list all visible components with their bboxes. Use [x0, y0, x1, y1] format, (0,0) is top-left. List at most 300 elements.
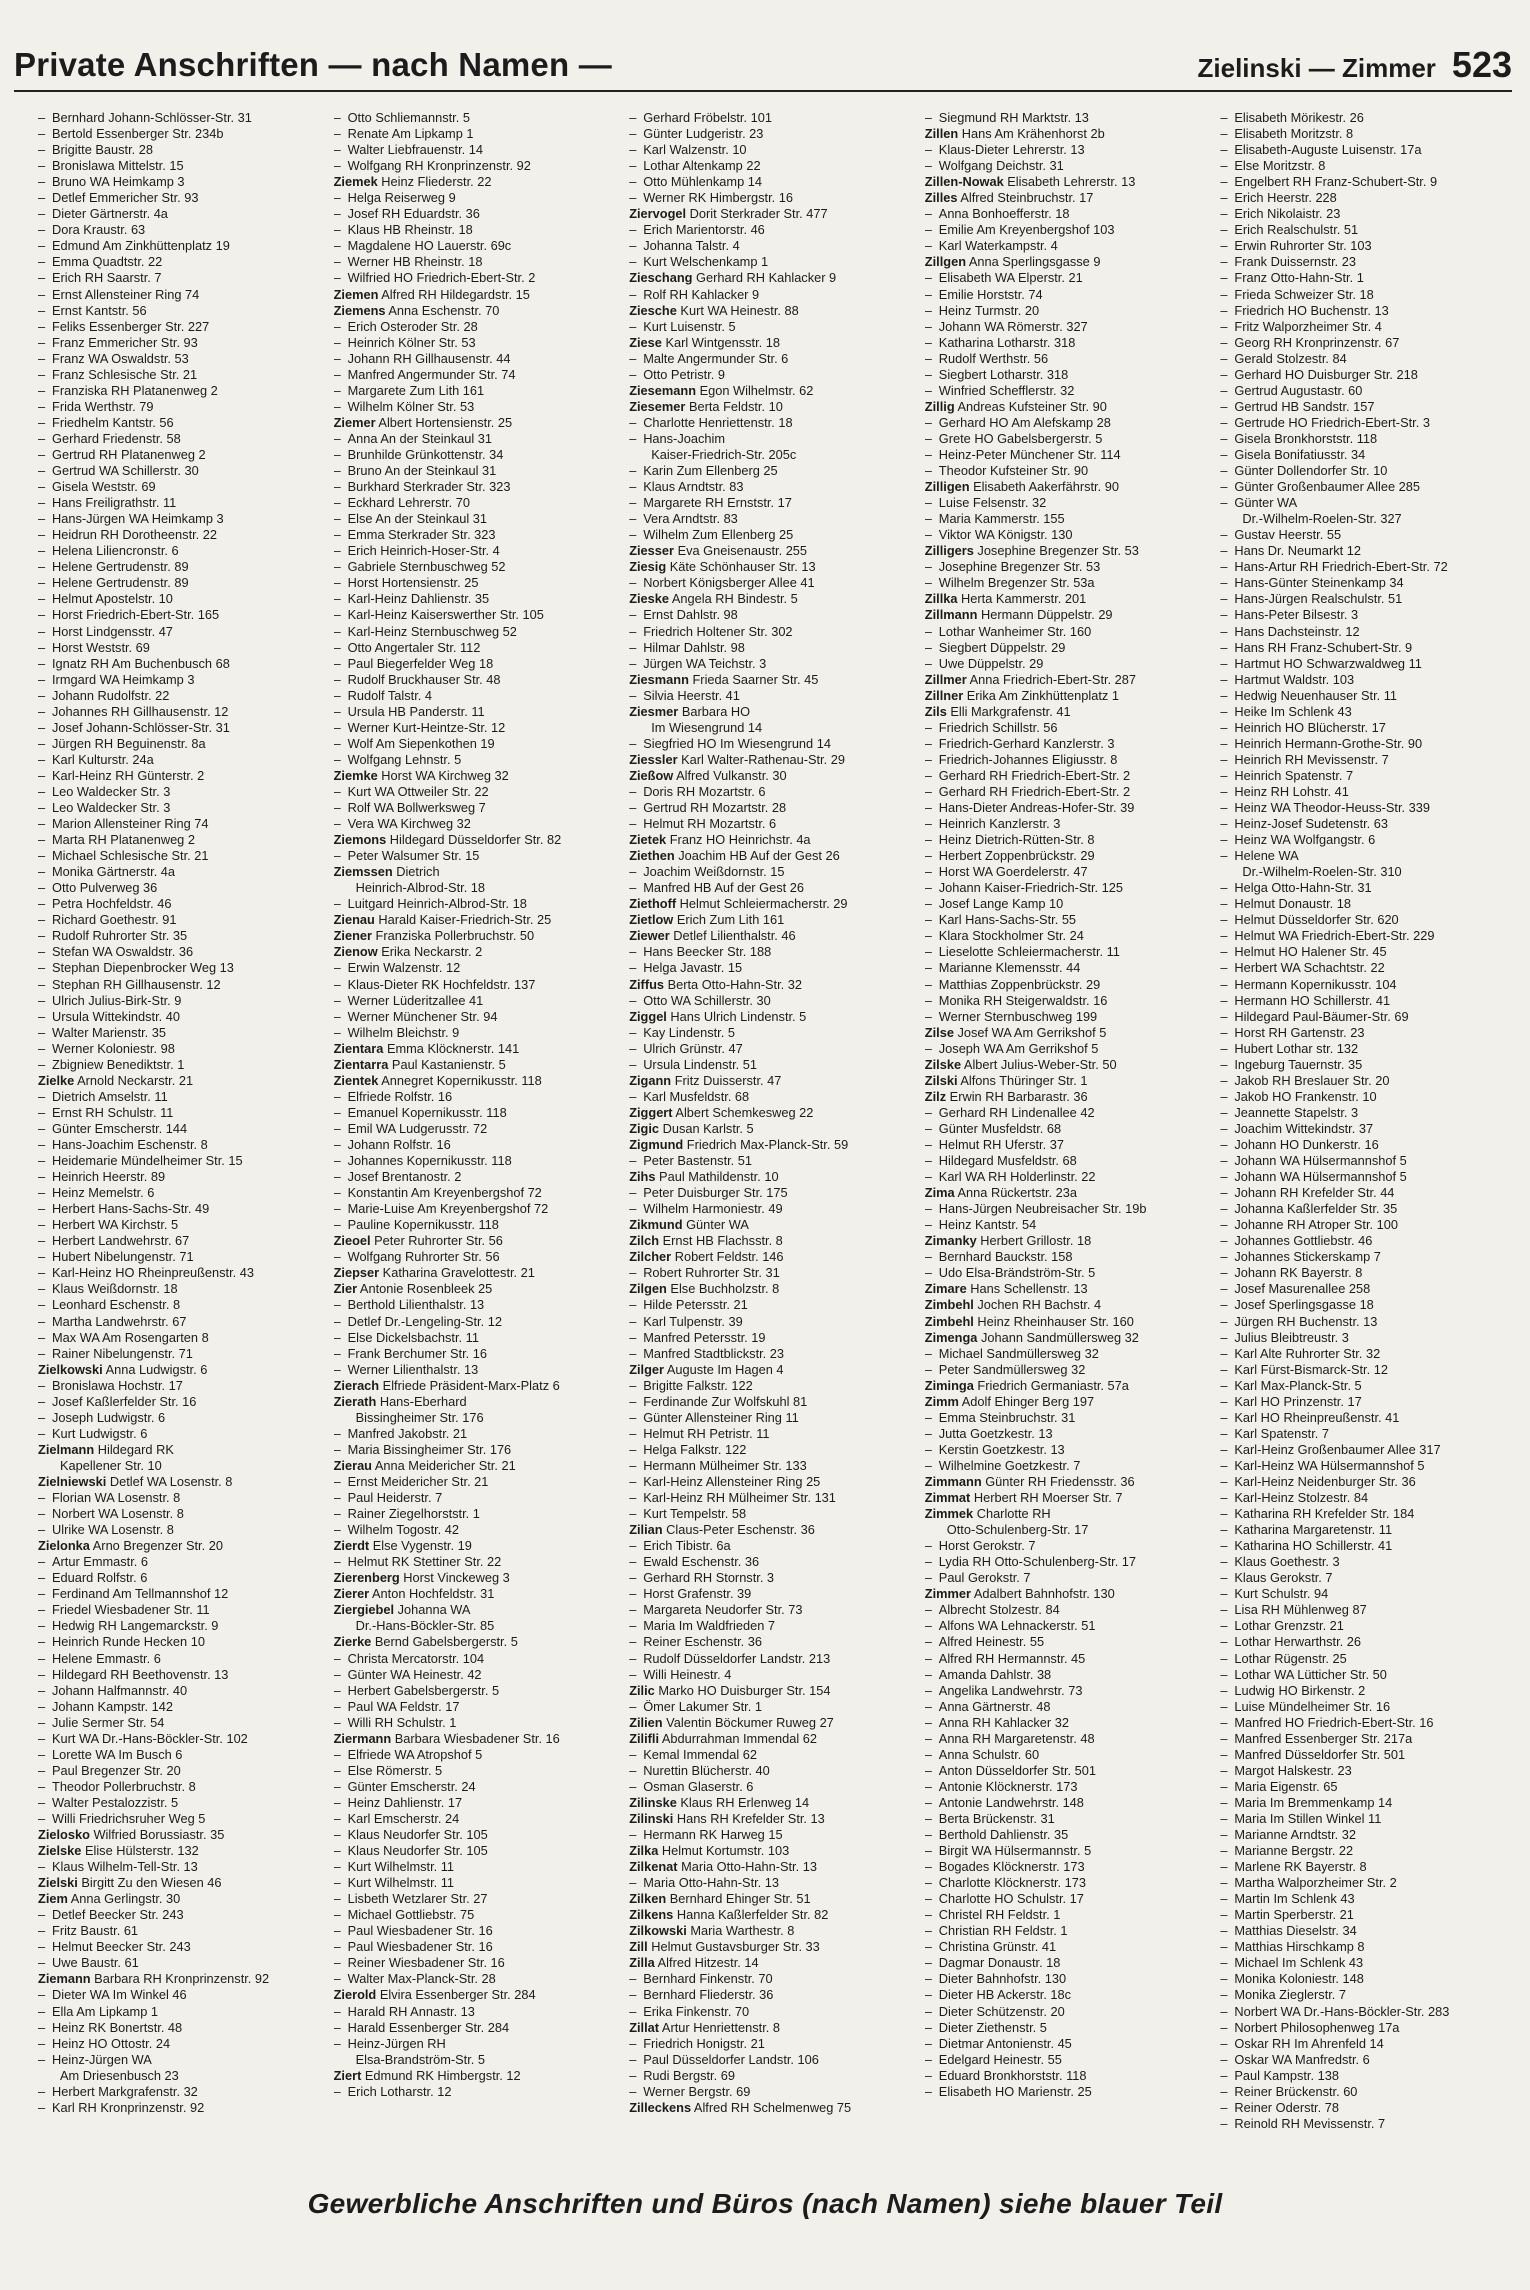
directory-entry: – Kurt Tempelstr. 58 [629, 1506, 747, 1522]
directory-entry: – Dieter HB Ackerstr. 18c [924, 1987, 1072, 2003]
directory-entry: – Jeannette Stapelstr. 3 [1220, 1104, 1359, 1120]
directory-entry: – Norbert Philosophenweg 17a [1220, 2019, 1400, 2035]
directory-entry: – Margarete RH Ernststr. 17 [629, 495, 792, 511]
directory-entry: – Michael Schlesische Str. 21 [38, 848, 209, 864]
directory-entry: – Bruno WA Heimkamp 3 [38, 174, 185, 190]
directory-entry: – Heinz-Josef Sudetenstr. 63 [1220, 816, 1389, 832]
directory-entry: – Hubert Lothar str. 132 [1220, 1040, 1359, 1056]
directory-entry: – Emma Steinbruchstr. 31 [924, 1409, 1076, 1425]
directory-entry: Dr.-Hans-Böckler-Str. 85 [355, 1618, 495, 1634]
directory-entry: – Hans-Jürgen WA Heimkamp 3 [38, 511, 224, 527]
directory-entry: – Hildegard RH Beethovenstr. 13 [38, 1666, 229, 1682]
directory-entry: – Birgit WA Hülsermannstr. 5 [924, 1843, 1092, 1859]
running-head: Zielinski — Zimmer [1197, 53, 1436, 83]
directory-entry: – Wilhelm Harmoniestr. 49 [629, 1201, 783, 1217]
directory-entry: – Günter WA [1220, 495, 1298, 511]
directory-entry: Zientarra Paul Kastanienstr. 5 [333, 1056, 506, 1072]
directory-entry: – Pauline Kopernikusstr. 118 [333, 1217, 499, 1233]
directory-entry: – Johannes Gottliebstr. 46 [1220, 1233, 1373, 1249]
directory-entry: – Horst Weststr. 69 [38, 639, 150, 655]
directory-entry: Zimbehl Jochen RH Bachstr. 4 [924, 1297, 1102, 1313]
directory-entry: – Else Moritzstr. 8 [1220, 158, 1326, 174]
directory-entry: – Heinrich Kölner Str. 53 [333, 334, 476, 350]
header-right [1198, 44, 1512, 86]
directory-entry: – Hartmut Waldstr. 103 [1220, 671, 1355, 687]
directory-entry: – Charlotte Henriettenstr. 18 [629, 414, 793, 430]
directory-entry: – Engelbert RH Franz-Schubert-Str. 9 [1220, 174, 1438, 190]
directory-entry: Zils Elli Markgrafenstr. 41 [924, 703, 1071, 719]
directory-entry: – Manfred Stadtblickstr. 23 [629, 1345, 785, 1361]
directory-entry: – Hans-Peter Bilsestr. 3 [1220, 607, 1359, 623]
directory-entry: – Joseph Ludwigstr. 6 [38, 1409, 166, 1425]
directory-entry: – Detlef Beecker Str. 243 [38, 1907, 184, 1923]
directory-entry: – Eduard Bronkhorststr. 118 [924, 2067, 1087, 2083]
directory-entry: – Stephan RH Gillhausenstr. 12 [38, 976, 221, 992]
directory-entry: – Hartmut HO Schwarzwaldweg 11 [1220, 655, 1422, 671]
directory-entry: – Anton Düsseldorfer Str. 501 [924, 1762, 1096, 1778]
directory-entry: – Ernst Kantstr. 56 [38, 302, 147, 318]
directory-entry: – Eduard Rolfstr. 6 [38, 1570, 148, 1586]
directory-entry: – Norbert WA Losenstr. 8 [38, 1506, 184, 1522]
directory-entry: Zilleckens Alfred RH Schelmenweg 75 [629, 2099, 852, 2115]
directory-entry: Ziert Edmund RK Himbergstr. 12 [333, 2067, 521, 2083]
directory-entry: – Helmut RH Petristr. 11 [629, 1425, 770, 1441]
directory-entry: – Frieda Schweizer Str. 18 [1220, 286, 1374, 302]
directory-entry: – Kurt WA Ottweiler Str. 22 [333, 783, 489, 799]
directory-entry: Zilkowski Maria Warthestr. 8 [629, 1923, 795, 1939]
directory-entry: – Heinz-Peter Münchener Str. 114 [924, 446, 1121, 462]
directory-entry: – Willi Heinestr. 4 [629, 1666, 732, 1682]
directory-entry: – Gerhard RH Stornstr. 3 [629, 1570, 775, 1586]
directory-entry: – Maria Im Bremmenkamp 14 [1220, 1794, 1393, 1810]
directory-entry: Zilkenat Maria Otto-Hahn-Str. 13 [629, 1859, 817, 1875]
directory-entry: – Erich Marientorstr. 46 [629, 222, 765, 238]
directory-entry: – Dagmar Donaustr. 18 [924, 1955, 1061, 1971]
directory-entry: – Hildegard Paul-Bäumer-Str. 69 [1220, 1008, 1409, 1024]
directory-entry: – Stefan WA Oswaldstr. 36 [38, 944, 194, 960]
directory-entry: – Gertrud RH Platanenweg 2 [38, 446, 206, 462]
directory-entry: Zielonka Arno Bregenzer Str. 20 [38, 1538, 223, 1554]
directory-entry: – Georg RH Kronprinzenstr. 67 [1220, 334, 1400, 350]
directory-entry: Zimenga Johann Sandmüllersweg 32 [924, 1329, 1139, 1345]
directory-entry: – Karl Alte Ruhrorter Str. 32 [1220, 1345, 1381, 1361]
directory-entry: – Gerhard RH Lindenallee 42 [924, 1104, 1095, 1120]
directory-entry: – Hans-Dieter Andreas-Hofer-Str. 39 [924, 800, 1135, 816]
directory-entry: – Karl WA RH Holderlinstr. 22 [924, 1169, 1096, 1185]
directory-entry: Zielosko Wilfried Borussiastr. 35 [38, 1827, 225, 1843]
directory-entry: – Rolf WA Bollwerksweg 7 [333, 800, 486, 816]
directory-entry: – Zbigniew Benediktstr. 1 [38, 1056, 185, 1072]
directory-entry: – Otto Petristr. 9 [629, 366, 725, 382]
directory-entry: – Hermann Mülheimer Str. 133 [629, 1457, 807, 1473]
directory-entry: – Fritz Baustr. 61 [38, 1923, 139, 1939]
directory-entry: – Günter Allensteiner Ring 11 [629, 1409, 799, 1425]
directory-entry: Zigic Dusan Karlstr. 5 [629, 1120, 754, 1136]
directory-entry: – Heinz WA Wolfgangstr. 6 [1220, 832, 1376, 848]
directory-entry: – Bruno An der Steinkaul 31 [333, 463, 497, 479]
directory-entry: Zilken Bernhard Ehinger Str. 51 [629, 1891, 811, 1907]
directory-entry: – Wolfgang RH Kronprinzenstr. 92 [333, 158, 531, 174]
directory-entry: – Helga Falkstr. 122 [629, 1441, 747, 1457]
directory-entry: – Max WA Am Rosengarten 8 [38, 1329, 209, 1345]
directory-entry: – Maria Im Stillen Winkel 11 [1220, 1810, 1382, 1826]
directory-entry: – Kurt WA Dr.-Hans-Böckler-Str. 102 [38, 1730, 248, 1746]
directory-entry: – Jürgen RH Buchenstr. 13 [1220, 1313, 1378, 1329]
directory-entry: – Wolfgang Deichstr. 31 [924, 158, 1064, 174]
directory-entry: Zimmek Charlotte RH [924, 1506, 1051, 1522]
directory-entry: – Helga Javastr. 15 [629, 960, 743, 976]
directory-entry: – Ursula HB Panderstr. 11 [333, 703, 485, 719]
directory-entry: – Otto Pulverweg 36 [38, 880, 158, 896]
directory-entry: – Rudolf Ruhrorter Str. 35 [38, 928, 188, 944]
directory-entry: – Detlef Emmericher Str. 93 [38, 190, 199, 206]
directory-entry: – Manfred Düsseldorfer Str. 501 [1220, 1746, 1406, 1762]
directory-entry: – Heinrich Runde Hecken 10 [38, 1634, 205, 1650]
directory-entry: – Klaus Gerokstr. 7 [1220, 1570, 1333, 1586]
directory-entry: – Ursula Wittekindstr. 40 [38, 1008, 181, 1024]
directory-entry: – Feliks Essenberger Str. 227 [38, 318, 210, 334]
directory-entry: – Hans Freiligrathstr. 11 [38, 495, 177, 511]
directory-entry: – Franz Otto-Hahn-Str. 1 [1220, 270, 1364, 286]
directory-entry: – Antonie Landwehrstr. 148 [924, 1794, 1084, 1810]
directory-entry: – Michael Im Schlenk 43 [1220, 1955, 1364, 1971]
directory-entry: – Martin Sperberstr. 21 [1220, 1907, 1354, 1923]
directory-entry: – Erich Tibistr. 6a [629, 1538, 731, 1554]
directory-entry: – Erich Nikolaistr. 23 [1220, 206, 1341, 222]
directory-entry: Zilligers Josephine Bregenzer Str. 53 [924, 543, 1139, 559]
directory-entry: – Friedrich-Gerhard Kanzlerstr. 3 [924, 735, 1115, 751]
directory-entry: – Elfriede WA Atropshof 5 [333, 1746, 483, 1762]
directory-entry: – Burkhard Sterkrader Str. 323 [333, 479, 511, 495]
directory-entry: – Rudolf Talstr. 4 [333, 687, 433, 703]
directory-entry: – Dietrich Amselstr. 11 [38, 1088, 168, 1104]
directory-entry: – Katharina HO Schillerstr. 41 [1220, 1538, 1393, 1554]
directory-entry: – Brigitte Baustr. 28 [38, 142, 154, 158]
directory-entry: – Monika Gärtnerstr. 4a [38, 864, 176, 880]
directory-entry: – Ulrike WA Losenstr. 8 [38, 1522, 174, 1538]
directory-entry: – Franziska RH Platanenweg 2 [38, 382, 218, 398]
directory-entry: Ziemke Horst WA Kirchweg 32 [333, 767, 509, 783]
directory-entry: – Wolf Am Siepenkothen 19 [333, 735, 495, 751]
directory-entry: Zieske Angela RH Bindestr. 5 [629, 591, 798, 607]
directory-entry: – Heinrich RH Mevissenstr. 7 [1220, 751, 1389, 767]
directory-entry: – Gerhard HO Am Alefskamp 28 [924, 414, 1111, 430]
directory-entry: – Elfriede Rolfstr. 16 [333, 1088, 453, 1104]
directory-entry: Zilse Josef WA Am Gerrikshof 5 [924, 1024, 1107, 1040]
directory-entry: Ziemssen Dietrich [333, 864, 440, 880]
directory-entry: – Klaus Neudorfer Str. 105 [333, 1843, 488, 1859]
directory-entry: Ziesser Eva Gneisenaustr. 255 [629, 543, 808, 559]
directory-entry: – Reiner Wiesbadener Str. 16 [333, 1955, 505, 1971]
directory-entry: – Rudolf Werthstr. 56 [924, 350, 1049, 366]
directory-entry: – Hilde Petersstr. 21 [629, 1297, 748, 1313]
directory-entry: – Paul Gerokstr. 7 [924, 1570, 1031, 1586]
directory-entry: Zielske Elise Hülsterstr. 132 [38, 1843, 199, 1859]
directory-entry: – Klara Stockholmer Str. 24 [924, 928, 1084, 944]
directory-entry: – Hans Dr. Neumarkt 12 [1220, 543, 1361, 559]
directory-entry: – Ignatz RH Am Buchenbusch 68 [38, 655, 230, 671]
directory-entry: – Alfred Heinestr. 55 [924, 1634, 1045, 1650]
directory-entry: – Peter Duisburger Str. 175 [629, 1185, 788, 1201]
directory-entry: – Lothar Rügenstr. 25 [1220, 1650, 1347, 1666]
directory-entry: Zientek Annegret Kopernikusstr. 118 [333, 1072, 542, 1088]
directory-entry: Elsa-Brandström-Str. 5 [355, 2051, 486, 2067]
directory-entry: – Günter Dollendorfer Str. 10 [1220, 463, 1388, 479]
directory-entry: – Christina Grünstr. 41 [924, 1939, 1057, 1955]
directory-entry: Zielmann Hildegard RK [38, 1441, 174, 1457]
directory-entry: – Uwe Düppelstr. 29 [924, 655, 1044, 671]
directory-entry: – Rolf RH Kahlacker 9 [629, 286, 760, 302]
directory-entry: – Josef RH Eduardstr. 36 [333, 206, 480, 222]
directory-entry: – Friedrich-Johannes Eligiusstr. 8 [924, 751, 1118, 767]
directory-entry: – Monika Koloniestr. 148 [1220, 1971, 1364, 1987]
directory-entry: – Reinold RH Mevissenstr. 7 [1220, 2115, 1386, 2131]
directory-entry: – Horst Friedrich-Ebert-Str. 165 [38, 607, 220, 623]
directory-entry: – Ferdinand Am Tellmannshof 12 [38, 1586, 229, 1602]
directory-entry: – Hans Beecker Str. 188 [629, 944, 772, 960]
directory-entry: Ziemer Albert Hortensienstr. 25 [333, 414, 513, 430]
directory-entry: – Karl Musfeldstr. 68 [629, 1088, 750, 1104]
directory-entry: – Karl Spatenstr. 7 [1220, 1425, 1329, 1441]
directory-entry: – Heike Im Schlenk 43 [1220, 703, 1352, 719]
directory-entry: Zietek Franz HO Heinrichstr. 4a [629, 832, 811, 848]
directory-entry: – Herbert Landwehrstr. 67 [38, 1233, 190, 1249]
directory-entry: – Helene WA [1220, 848, 1299, 864]
directory-entry: – Julius Bleibtreustr. 3 [1220, 1329, 1349, 1345]
directory-entry: – Wilhelm Kölner Str. 53 [333, 398, 475, 414]
directory-entry: Ziemann Barbara RH Kronprinzenstr. 92 [38, 1971, 270, 1987]
directory-entry: – Werner Kurt-Heintze-Str. 12 [333, 719, 506, 735]
directory-entry: – Dieter Schützenstr. 20 [924, 2003, 1065, 2019]
directory-entry: – Gerhard Fröbelstr. 101 [629, 110, 772, 125]
directory-entry: – Monika RH Steigerwaldstr. 16 [924, 992, 1108, 1008]
directory-entry: – Josef Brentanostr. 2 [333, 1169, 462, 1185]
directory-entry: Kapellener Str. 10 [60, 1457, 162, 1473]
directory-entry: – Herbert WA Kirchstr. 5 [38, 1217, 179, 1233]
directory-entry: – Karl HO Rheinpreußenstr. 41 [1220, 1409, 1400, 1425]
directory-entry: – Friedrich HO Buchenstr. 13 [1220, 302, 1389, 318]
directory-entry: – Hermann HO Schillerstr. 41 [1220, 992, 1391, 1008]
directory-entry: – Klaus-Dieter Lehrerstr. 13 [924, 142, 1085, 158]
directory-entry: Zimanky Herbert Grillostr. 18 [924, 1233, 1092, 1249]
directory-entry: – Brigitte Falkstr. 122 [629, 1377, 753, 1393]
directory-entry: – Werner RK Himbergstr. 16 [629, 190, 794, 206]
directory-entry: – Johann RK Bayerstr. 8 [1220, 1265, 1363, 1281]
directory-entry: – Ernst Meidericher Str. 21 [333, 1473, 489, 1489]
directory-entry: – Karl-Heinz RH Günterstr. 2 [38, 767, 205, 783]
directory-entry: – Florian WA Losenstr. 8 [38, 1490, 181, 1506]
directory-entry: – Klaus Neudorfer Str. 105 [333, 1827, 488, 1843]
directory-entry: Zillen Hans Am Krähenhorst 2b [924, 126, 1105, 142]
directory-entry: Zielski Birgitt Zu den Wiesen 46 [38, 1875, 222, 1891]
directory-entry: – Erich RH Saarstr. 7 [38, 270, 162, 286]
directory-entry: – Wilhelm Zum Ellenberg 25 [629, 527, 794, 543]
directory-entry: – Klaus Wilhelm-Tell-Str. 13 [38, 1859, 198, 1875]
directory-entry: – Herbert Zoppenbrückstr. 29 [924, 848, 1095, 864]
directory-entry: – Helmut HO Halener Str. 45 [1220, 944, 1387, 960]
directory-entry: – Margarete Zum Lith 161 [333, 382, 485, 398]
directory-entry: – Manfred HO Friedrich-Ebert-Str. 16 [1220, 1714, 1434, 1730]
directory-entry: – Gerald Stolzestr. 84 [1220, 350, 1347, 366]
directory-entry: – Michael Gottliebstr. 75 [333, 1907, 475, 1923]
directory-entry: Zielke Arnold Neckarstr. 21 [38, 1072, 194, 1088]
directory-entry: – Hans-Günter Steinenkamp 34 [1220, 575, 1404, 591]
directory-entry: Ziggert Albert Schemkesweg 22 [629, 1104, 814, 1120]
directory-entry: – Friedrich Honigstr. 21 [629, 2035, 765, 2051]
directory-entry: – Bronislawa Mittelstr. 15 [38, 158, 184, 174]
directory-entry: – Hermann RK Harweg 15 [629, 1827, 783, 1843]
directory-entry: Zieschang Gerhard RH Kahlacker 9 [629, 270, 837, 286]
directory-entry: – Erika Finkenstr. 70 [629, 2003, 750, 2019]
directory-entry: – Otto Schliemannstr. 5 [333, 110, 470, 125]
column-1 [38, 110, 331, 2155]
directory-entry: – Anna Gärtnerstr. 48 [924, 1698, 1051, 1714]
directory-entry: – Helmut RK Stettiner Str. 22 [333, 1554, 502, 1570]
directory-entry: – Kurt Schulstr. 94 [1220, 1586, 1329, 1602]
directory-entry: – Manfred Essenberger Str. 217a [1220, 1730, 1413, 1746]
page-number: 523 [1451, 44, 1512, 85]
directory-entry: – Karl-Heinz Großenbaumer Allee 317 [1220, 1441, 1441, 1457]
directory-entry: – Ulrich Julius-Birk-Str. 9 [38, 992, 182, 1008]
directory-entry: – Monika Zieglerstr. 7 [1220, 1987, 1347, 2003]
directory-entry: – Jürgen WA Teichstr. 3 [629, 655, 767, 671]
directory-entry: – Antonie Klöcknerstr. 173 [924, 1778, 1078, 1794]
directory-entry: – Horst RH Gartenstr. 23 [1220, 1024, 1365, 1040]
directory-entry: – Kerstin Goetzkestr. 13 [924, 1441, 1065, 1457]
directory-entry: – Werner Sternbuschweg 199 [924, 1008, 1098, 1024]
directory-entry: – Erwin Ruhrorter Str. 103 [1220, 238, 1372, 254]
directory-entry: Ziem Anna Gerlingstr. 30 [38, 1891, 181, 1907]
page-title: Private Anschriften — nach Namen — [14, 46, 612, 83]
directory-entry: – Doris RH Mozartstr. 6 [629, 783, 766, 799]
directory-entry: – Helga Otto-Hahn-Str. 31 [1220, 880, 1372, 896]
directory-entry: – Luitgard Heinrich-Albrod-Str. 18 [333, 896, 527, 912]
directory-entry: Heinrich-Albrod-Str. 18 [355, 880, 486, 896]
directory-entry: – Lothar Altenkamp 22 [629, 158, 761, 174]
directory-entry: – Manfred Angermunder Str. 74 [333, 366, 516, 382]
directory-entry: – Herbert Markgrafenstr. 32 [38, 2083, 198, 2099]
directory-entry: – Hans-Jürgen Realschulstr. 51 [1220, 591, 1403, 607]
directory-entry: – Bronislawa Hochstr. 17 [38, 1377, 183, 1393]
directory-entry: – Franz Emmericher Str. 93 [38, 334, 198, 350]
directory-entry: – Günter WA Heinestr. 42 [333, 1666, 482, 1682]
footer-notice: Gewerbliche Anschriften und Büros (nach Namen) siehe blauer Teil [307, 2188, 1223, 2219]
column-4 [925, 110, 1218, 2155]
directory-entry: – Jürgen RH Beguinenstr. 8a [38, 735, 206, 751]
directory-entry: – Else Dickelsbachstr. 11 [333, 1329, 479, 1345]
directory-entry: Zikmund Günter WA [629, 1217, 749, 1233]
directory-entry: – Maria Otto-Hahn-Str. 13 [629, 1875, 780, 1891]
directory-entry: – Herbert WA Schachtstr. 22 [1220, 960, 1385, 976]
directory-entry: – Karl-Heinz Neidenburger Str. 36 [1220, 1473, 1416, 1489]
directory-entry: – Friedel Wiesbadener Str. 11 [38, 1602, 210, 1618]
directory-entry: – Werner Koloniestr. 98 [38, 1040, 175, 1056]
directory-entry: – Lieselotte Schleiermacherstr. 11 [924, 944, 1120, 960]
directory-entry: – Emilie Horststr. 74 [924, 286, 1043, 302]
directory-entry: – Ursula Lindenstr. 51 [629, 1056, 758, 1072]
directory-entry: – Herbert Gabelsbergerstr. 5 [333, 1682, 500, 1698]
directory-entry: – Christa Mercatorstr. 104 [333, 1650, 485, 1666]
directory-entry: – Norbert WA Dr.-Hans-Böckler-Str. 283 [1220, 2003, 1450, 2019]
directory-entry: – Johann Halfmannstr. 40 [38, 1682, 188, 1698]
directory-entry: – Rainer Ziegelhorststr. 1 [333, 1506, 480, 1522]
directory-entry: – Emma Sterkrader Str. 323 [333, 527, 496, 543]
directory-entry: – Hedwig RH Langemarckstr. 9 [38, 1618, 219, 1634]
directory-entry: – Paul Wiesbadener Str. 16 [333, 1939, 493, 1955]
directory-entry: – Rainer Nibelungenstr. 71 [38, 1345, 193, 1361]
directory-entry: – Bernhard Johann-Schlösser-Str. 31 [38, 110, 252, 125]
directory-entry: – Reiner Brückenstr. 60 [1220, 2083, 1358, 2099]
directory-entry: – Karl Emscherstr. 24 [333, 1810, 460, 1826]
directory-entry: – Paul WA Feldstr. 17 [333, 1698, 460, 1714]
directory-entry: Ziesemann Egon Wilhelmstr. 62 [629, 382, 814, 398]
directory-entry: – Eckhard Lehrerstr. 70 [333, 495, 470, 511]
directory-entry: – Theodor Kufsteiner Str. 90 [924, 463, 1089, 479]
directory-entry: – Günter Großenbaumer Allee 285 [1220, 479, 1421, 495]
directory-entry: Ziener Franziska Pollerbruchstr. 50 [333, 928, 535, 944]
directory-entry: Ziminga Friedrich Germaniastr. 57a [924, 1377, 1129, 1393]
directory-entry: – Harald Essenberger Str. 284 [333, 2019, 510, 2035]
directory-entry: Zielkowski Anna Ludwigstr. 6 [38, 1361, 208, 1377]
directory-entry: – Franz WA Oswaldstr. 53 [38, 350, 189, 366]
directory-entry: – Charlotte Klöcknerstr. 173 [924, 1875, 1087, 1891]
directory-entry: Ziesemer Berta Feldstr. 10 [629, 398, 783, 414]
directory-entry: – Horst Lindgensstr. 47 [38, 623, 173, 639]
directory-entry: – Else An der Steinkaul 31 [333, 511, 488, 527]
directory-entry: – Werner Lüderitzallee 41 [333, 992, 484, 1008]
directory-entry: – Klaus Goethestr. 3 [1220, 1554, 1340, 1570]
directory-entry: – Ludwig HO Birkenstr. 2 [1220, 1682, 1366, 1698]
directory-entry: – Karl Tulpenstr. 39 [629, 1313, 743, 1329]
directory-entry: – Bernhard Finkenstr. 70 [629, 1971, 773, 1987]
directory-entry: – Günter Ludgeristr. 23 [629, 126, 764, 142]
column-5 [1220, 110, 1513, 2155]
directory-entry: – Hedwig Neuenhauser Str. 11 [1220, 687, 1398, 703]
directory-entry: Zilch Ernst HB Flachsstr. 8 [629, 1233, 783, 1249]
directory-entry: – Ernst Allensteiner Ring 74 [38, 286, 200, 302]
directory-entry: – Luise Mündelheimer Str. 16 [1220, 1698, 1391, 1714]
directory-entry: – Margot Halskestr. 23 [1220, 1762, 1352, 1778]
directory-entry: – Osman Glaserstr. 6 [629, 1778, 754, 1794]
directory-entry: – Marta RH Platanenweg 2 [38, 832, 195, 848]
directory-entry: Ziesmann Frieda Saarner Str. 45 [629, 671, 819, 687]
directory-entry: – Anna RH Margaretenstr. 48 [924, 1730, 1095, 1746]
directory-entry: – Hans RH Franz-Schubert-Str. 9 [1220, 639, 1413, 655]
directory-entry: – Werner HB Rheinstr. 18 [333, 254, 483, 270]
directory-entry: – Erich Heinrich-Hoser-Str. 4 [333, 543, 500, 559]
directory-entry: – Anna Schulstr. 60 [924, 1746, 1040, 1762]
directory-entry: – Ömer Lakumer Str. 1 [629, 1698, 762, 1714]
directory-entry: – Viktor WA Königstr. 130 [924, 527, 1073, 543]
directory-entry: – Kurt Wilhelmstr. 11 [333, 1859, 455, 1875]
directory-entry: – Karl HO Prinzenstr. 17 [1220, 1393, 1362, 1409]
directory-entry: – Johann RH Gillhausenstr. 44 [333, 350, 511, 366]
directory-entry: – Helmut Düsseldorfer Str. 620 [1220, 912, 1399, 928]
directory-entry: Ziffus Berta Otto-Hahn-Str. 32 [629, 976, 803, 992]
directory-entry: Kaiser-Friedrich-Str. 205c [651, 446, 797, 462]
directory-entry: – Gustav Heerstr. 55 [1220, 527, 1342, 543]
directory-entry: – Amanda Dahlstr. 38 [924, 1666, 1052, 1682]
directory-entry: Zienau Harald Kaiser-Friedrich-Str. 25 [333, 912, 552, 928]
directory-entry: – Bernhard Fliederstr. 36 [629, 1987, 774, 2003]
directory-entry: – Konstantin Am Kreyenbergshof 72 [333, 1185, 542, 1201]
directory-entry: Ziepser Katharina Gravelottestr. 21 [333, 1265, 535, 1281]
directory-entry: – Edmund Am Zinkhüttenplatz 19 [38, 238, 230, 254]
directory-columns [38, 110, 1516, 2155]
directory-entry: Zillgen Anna Sperlingsgasse 9 [924, 254, 1101, 270]
directory-entry: Zieoel Peter Ruhrorter Str. 56 [333, 1233, 503, 1249]
directory-entry: – Gertrude HO Friedrich-Ebert-Str. 3 [1220, 414, 1430, 430]
